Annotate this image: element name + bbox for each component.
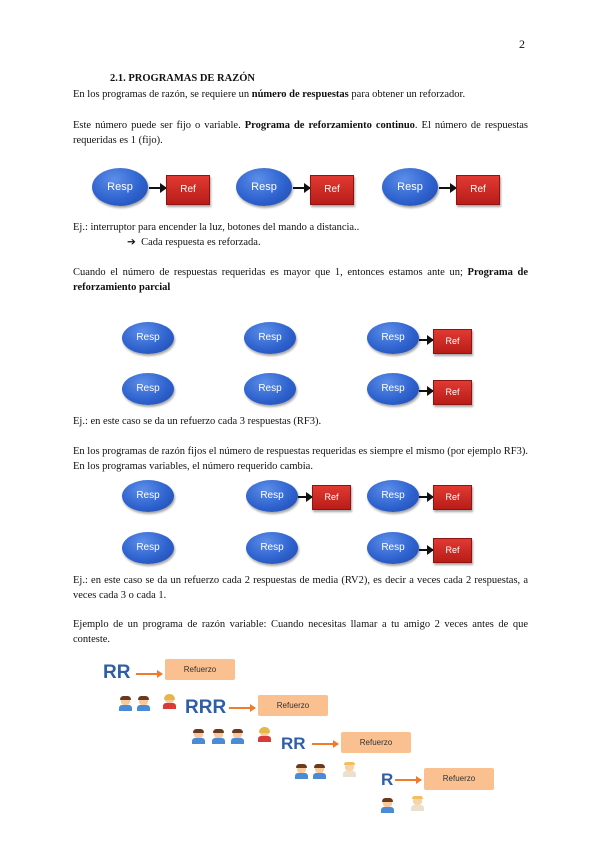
ref-node: Ref	[456, 175, 500, 205]
child-icon	[295, 765, 308, 779]
intro-paragraph	[73, 87, 528, 102]
refuerzo-box: Refuerzo	[341, 732, 411, 753]
right-arrow-icon: ➔	[127, 237, 136, 248]
section-title: 2.1. PROGRAMAS DE RAZÓN	[110, 73, 255, 84]
ref-node: Ref	[433, 485, 472, 510]
rr-label: RR	[103, 662, 131, 683]
arrow-icon	[298, 496, 312, 498]
bullet-continuous	[127, 235, 261, 250]
arrow-icon	[419, 496, 433, 498]
child-icon	[231, 730, 244, 744]
arrow-icon	[419, 339, 433, 341]
para3-text-a: Cuando el número de respuestas requeridas es mayor que 1, entonces estamos ante un;	[73, 267, 468, 278]
rr-label: R	[381, 770, 394, 789]
resp-node: Resp	[244, 373, 296, 405]
ref-node: Ref	[312, 485, 351, 510]
child-icon	[137, 697, 150, 711]
child-icon	[381, 799, 394, 813]
resp-node: Resp	[382, 168, 438, 206]
rr-label: RR	[281, 734, 306, 753]
intro-text-c: para obtener un reforzador.	[348, 89, 466, 100]
resp-node: Resp	[122, 480, 174, 512]
partial-paragraph	[73, 265, 528, 295]
ref-node: Ref	[433, 538, 472, 563]
continuous-paragraph	[73, 118, 528, 148]
refuerzo-box: Refuerzo	[424, 768, 494, 790]
resp-node: Resp	[236, 168, 292, 206]
child-icon	[212, 730, 225, 744]
example-fixed: Ej.: en este caso se da un refuerzo cada 3 respuestas (RF3).	[73, 416, 322, 427]
arrow-icon	[312, 743, 338, 745]
child-icon	[119, 697, 132, 711]
ref-node: Ref	[310, 175, 354, 205]
baby-icon	[343, 763, 356, 777]
arrow-icon	[293, 187, 310, 189]
ref-node: Ref	[433, 329, 472, 354]
child-icon	[192, 730, 205, 744]
arrow-icon	[439, 187, 456, 189]
arrow-icon	[419, 549, 433, 551]
example-variable: Ej.: en este caso se da un refuerzo cada 2 respuestas de media (RV2), es decir a veces cada 2 respuestas, a veces cada 3 o cada 1.	[73, 575, 528, 601]
resp-node: Resp	[244, 322, 296, 354]
arrow-icon	[136, 673, 162, 675]
child-icon	[313, 765, 326, 779]
para2-text-a: Este número puede ser fijo o variable.	[73, 120, 245, 131]
rr-label: RRR	[185, 697, 227, 718]
resp-node: Resp	[246, 532, 298, 564]
resp-node: Resp	[122, 532, 174, 564]
arrow-icon	[149, 187, 166, 189]
para2-text-bold: Programa de reforzamiento continuo	[244, 120, 415, 131]
arrow-icon	[419, 390, 433, 392]
arrow-icon	[229, 707, 255, 709]
bullet-text: Cada respuesta es reforzada.	[141, 237, 261, 248]
para3-text-bold: Programa de reforzamiento parcial	[73, 267, 528, 293]
girl-icon	[258, 728, 271, 742]
page-number: 2	[519, 37, 525, 51]
fixed-variable-paragraph: En los programas de razón fijos el número de respuestas requeridas es siempre el mismo (por ejemplo RF3). En los programas variables, el número requerido cambia.	[73, 446, 528, 472]
resp-node: Resp	[246, 480, 298, 512]
resp-node: Resp	[367, 322, 419, 354]
resp-node: Resp	[367, 373, 419, 405]
ref-node: Ref	[433, 380, 472, 405]
arrow-icon	[395, 779, 421, 781]
resp-node: Resp	[367, 532, 419, 564]
resp-node: Resp	[367, 480, 419, 512]
intro-text-bold: número de respuestas	[251, 89, 349, 100]
girl-icon	[163, 695, 176, 709]
variable-example-paragraph: Ejemplo de un programa de razón variable: Cuando necesitas llamar a tu amigo 2 veces antes de que conteste.	[73, 619, 528, 645]
ref-node: Ref	[166, 175, 210, 205]
resp-node: Resp	[92, 168, 148, 206]
intro-text-a: En los programas de razón, se requiere un	[73, 89, 252, 100]
baby-icon	[411, 797, 424, 811]
para2-text-c: . El número de respuestas requeridas es 1 (fijo).	[73, 120, 528, 146]
resp-node: Resp	[122, 373, 174, 405]
refuerzo-box: Refuerzo	[258, 695, 328, 716]
resp-node: Resp	[122, 322, 174, 354]
example-continuous: Ej.: interruptor para encender la luz, botones del mando a distancia..	[73, 222, 360, 233]
refuerzo-box: Refuerzo	[165, 659, 235, 680]
